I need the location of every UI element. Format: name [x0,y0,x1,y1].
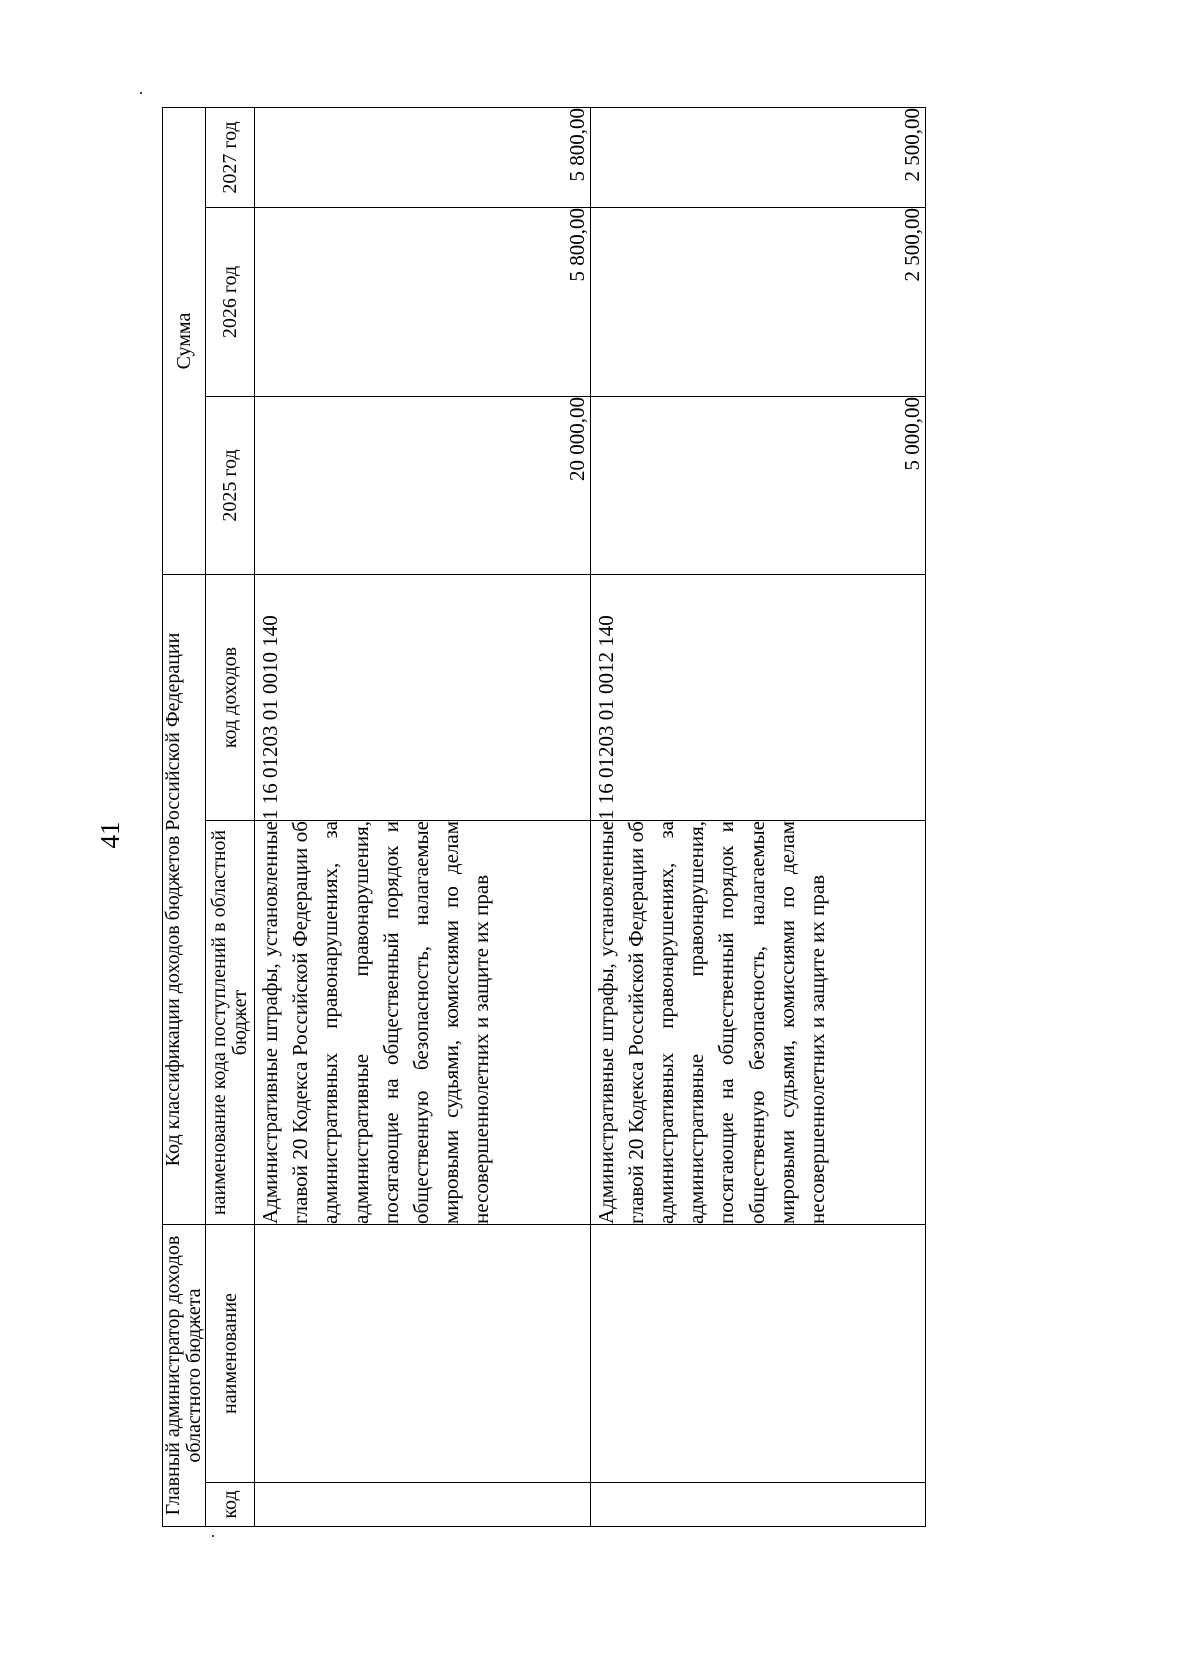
amount-2027-cell: 5 800,00 [255,107,591,207]
income-code-cell: 1 16 01203 01 0012 140 [590,575,926,821]
admin-code-header: код [206,1483,255,1527]
income-name-cell: Административные штрафы, установленные главой 20 Кодекса Российской Федерации об административных правонарушениях, за административные правонарушения, посягающие на общественный порядок и общественную безопасность, налагаемые мировыми судьями, комиссиями по делам несовершеннолетних и защите их прав [590,821,926,1225]
amount-2027-cell: 2 500,00 [590,107,926,207]
income-code-header: код доходов [206,575,255,821]
page-number: 41 [95,821,125,849]
admin-name-header: наименование [206,1225,255,1483]
amount-2025-cell: 20 000,00 [255,397,591,575]
header-row-sub [206,107,255,1526]
year-2026-header: 2026 год [206,208,255,397]
header-row-top [163,107,206,1526]
scan-speck [140,92,142,94]
admin-name-cell [255,1225,591,1483]
admin-code-cell [255,1483,591,1527]
year-2025-header: 2025 год [206,397,255,575]
amount-2025-cell: 5 000,00 [590,397,926,575]
income-name-cell: Административные штрафы, установленные главой 20 Кодекса Российской Федерации об административных правонарушениях, за административные правонарушения, посягающие на общественный порядок и общественную безопасность, налагаемые мировыми судьями, комиссиями по делам несовершеннолетних и защите их прав [255,821,591,1225]
table-row [590,107,926,1526]
income-name-header: наименование кода поступлений в областной бюджет [206,821,255,1225]
year-2027-header: 2027 год [206,107,255,207]
admin-name-cell [590,1225,926,1483]
amount-2026-cell: 5 800,00 [255,208,591,397]
income-code-cell: 1 16 01203 01 0010 140 [255,575,591,821]
admin-code-cell [590,1483,926,1527]
admin-group-header: Главный администратор доходов областного бюджета [163,1225,206,1527]
revenue-table [162,107,926,1527]
scan-speck [212,1535,214,1537]
classification-group-header: Код классификации доходов бюджетов Российской Федерации [163,575,206,1225]
amount-2026-cell: 2 500,00 [590,208,926,397]
sum-group-header: Сумма [163,107,206,574]
table-row [255,107,591,1526]
rotated-table-wrapper [162,108,926,1527]
